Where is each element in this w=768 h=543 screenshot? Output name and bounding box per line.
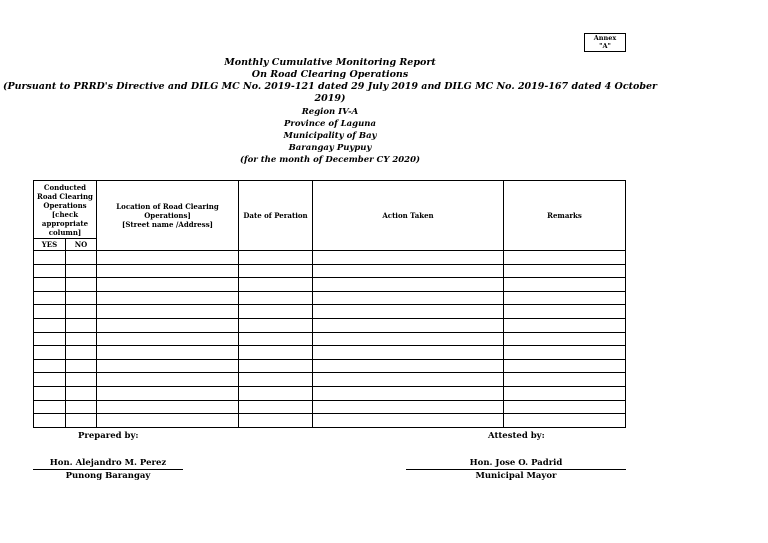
report-title: Monthly Cumulative Monitoring Report — [224, 57, 436, 68]
table-cell — [34, 305, 66, 319]
table-cell — [97, 359, 239, 373]
table-cell — [97, 373, 239, 387]
table-cell — [97, 414, 239, 428]
attested-by-label: Attested by: — [488, 431, 545, 441]
table-cell — [97, 278, 239, 292]
table-cell — [97, 264, 239, 278]
report-period: (for the month of December CY 2020) — [239, 155, 421, 165]
table-cell — [66, 414, 97, 428]
table-cell — [504, 291, 626, 305]
annex-label: Annex — [593, 34, 617, 42]
table-cell — [504, 414, 626, 428]
table-cell — [239, 318, 313, 332]
report-directive: (Pursuant to PRRD's Directive and DILG MC No. 2019-121 dated 29 July 2019 and DILG MC No. 2019-167 dated 4 October 2019) — [2, 81, 658, 104]
table-cell — [239, 251, 313, 265]
table-cell — [313, 318, 504, 332]
table-cell — [34, 264, 66, 278]
road-clearing-table — [33, 180, 626, 428]
table-cell — [504, 305, 626, 319]
yes-header: YES — [34, 239, 66, 251]
table-cell — [239, 373, 313, 387]
prepared-by-label: Prepared by: — [78, 431, 139, 441]
table-cell — [239, 305, 313, 319]
table-cell — [97, 346, 239, 360]
table-cell — [313, 332, 504, 346]
table-cell — [239, 414, 313, 428]
table-cell — [66, 318, 97, 332]
table-cell — [313, 278, 504, 292]
table-cell — [239, 264, 313, 278]
report-title-block — [0, 57, 660, 105]
table-cell — [34, 291, 66, 305]
table-cell — [34, 386, 66, 400]
table-cell — [504, 400, 626, 414]
table-cell — [66, 400, 97, 414]
table-cell — [66, 332, 97, 346]
date-header: Date of Peration — [239, 181, 313, 251]
annex-box — [584, 33, 626, 52]
conducted-header: Conducted Road Clearing Operations [check appropriate column] — [34, 181, 97, 239]
table-cell — [313, 359, 504, 373]
table-row — [34, 278, 626, 292]
table-row — [34, 332, 626, 346]
table-cell — [313, 346, 504, 360]
table-cell — [97, 400, 239, 414]
action-header: Action Taken — [313, 181, 504, 251]
table-cell — [504, 373, 626, 387]
table-cell — [34, 346, 66, 360]
table-cell — [239, 332, 313, 346]
table-cell — [313, 305, 504, 319]
table-cell — [239, 278, 313, 292]
table-cell — [66, 373, 97, 387]
table-cell — [504, 346, 626, 360]
table-row — [34, 346, 626, 360]
no-header: NO — [66, 239, 97, 251]
table-cell — [97, 332, 239, 346]
table-cell — [97, 251, 239, 265]
table-row — [34, 251, 626, 265]
table-cell — [66, 264, 97, 278]
table-cell — [34, 318, 66, 332]
table-cell — [97, 318, 239, 332]
table-body — [34, 251, 626, 428]
table-cell — [97, 291, 239, 305]
region: Region IV-A — [301, 107, 359, 117]
table-cell — [239, 386, 313, 400]
table-cell — [504, 278, 626, 292]
attested-title: Municipal Mayor — [475, 471, 557, 481]
table-row — [34, 359, 626, 373]
table-cell — [504, 332, 626, 346]
table-row — [34, 386, 626, 400]
table-row — [34, 400, 626, 414]
table-cell — [66, 291, 97, 305]
table-cell — [34, 332, 66, 346]
attested-name: Hon. Jose O. Padrid — [469, 458, 563, 468]
table-cell — [313, 291, 504, 305]
table-cell — [504, 359, 626, 373]
table-cell — [504, 251, 626, 265]
table-row — [34, 318, 626, 332]
table-cell — [313, 264, 504, 278]
table-cell — [239, 346, 313, 360]
table-cell — [239, 359, 313, 373]
prepared-name: Hon. Alejandro M. Perez — [49, 458, 167, 468]
remarks-header: Remarks — [504, 181, 626, 251]
prepared-title: Punong Barangay — [65, 471, 151, 481]
table-row — [34, 291, 626, 305]
location-block — [0, 106, 660, 166]
table-cell — [97, 305, 239, 319]
annex-letter: "A" — [599, 42, 611, 50]
municipality: Municipality of Bay — [283, 131, 377, 141]
location-header: Location of Road Clearing Operations] [Street name /Address] — [97, 181, 239, 251]
table-cell — [34, 278, 66, 292]
table-cell — [504, 264, 626, 278]
table-cell — [66, 278, 97, 292]
table-cell — [34, 359, 66, 373]
barangay: Barangay Puypuy — [288, 143, 372, 153]
table-cell — [66, 359, 97, 373]
table-cell — [34, 373, 66, 387]
table-cell — [34, 414, 66, 428]
table-row — [34, 373, 626, 387]
report-subtitle: On Road Clearing Operations — [251, 69, 409, 80]
table-cell — [97, 386, 239, 400]
table-cell — [504, 386, 626, 400]
table-cell — [313, 251, 504, 265]
table-row — [34, 414, 626, 428]
table-cell — [34, 251, 66, 265]
table-row — [34, 305, 626, 319]
attested-signature-line — [406, 469, 626, 470]
table-cell — [239, 400, 313, 414]
table-cell — [313, 400, 504, 414]
table-cell — [66, 251, 97, 265]
table-cell — [313, 386, 504, 400]
table-cell — [239, 291, 313, 305]
table-cell — [504, 318, 626, 332]
table-cell — [66, 305, 97, 319]
table-row — [34, 264, 626, 278]
table-cell — [66, 386, 97, 400]
table-cell — [34, 400, 66, 414]
prepared-signature-line — [33, 469, 183, 470]
table-cell — [66, 346, 97, 360]
province: Province of Laguna — [283, 119, 376, 129]
table-cell — [313, 414, 504, 428]
table-cell — [313, 373, 504, 387]
